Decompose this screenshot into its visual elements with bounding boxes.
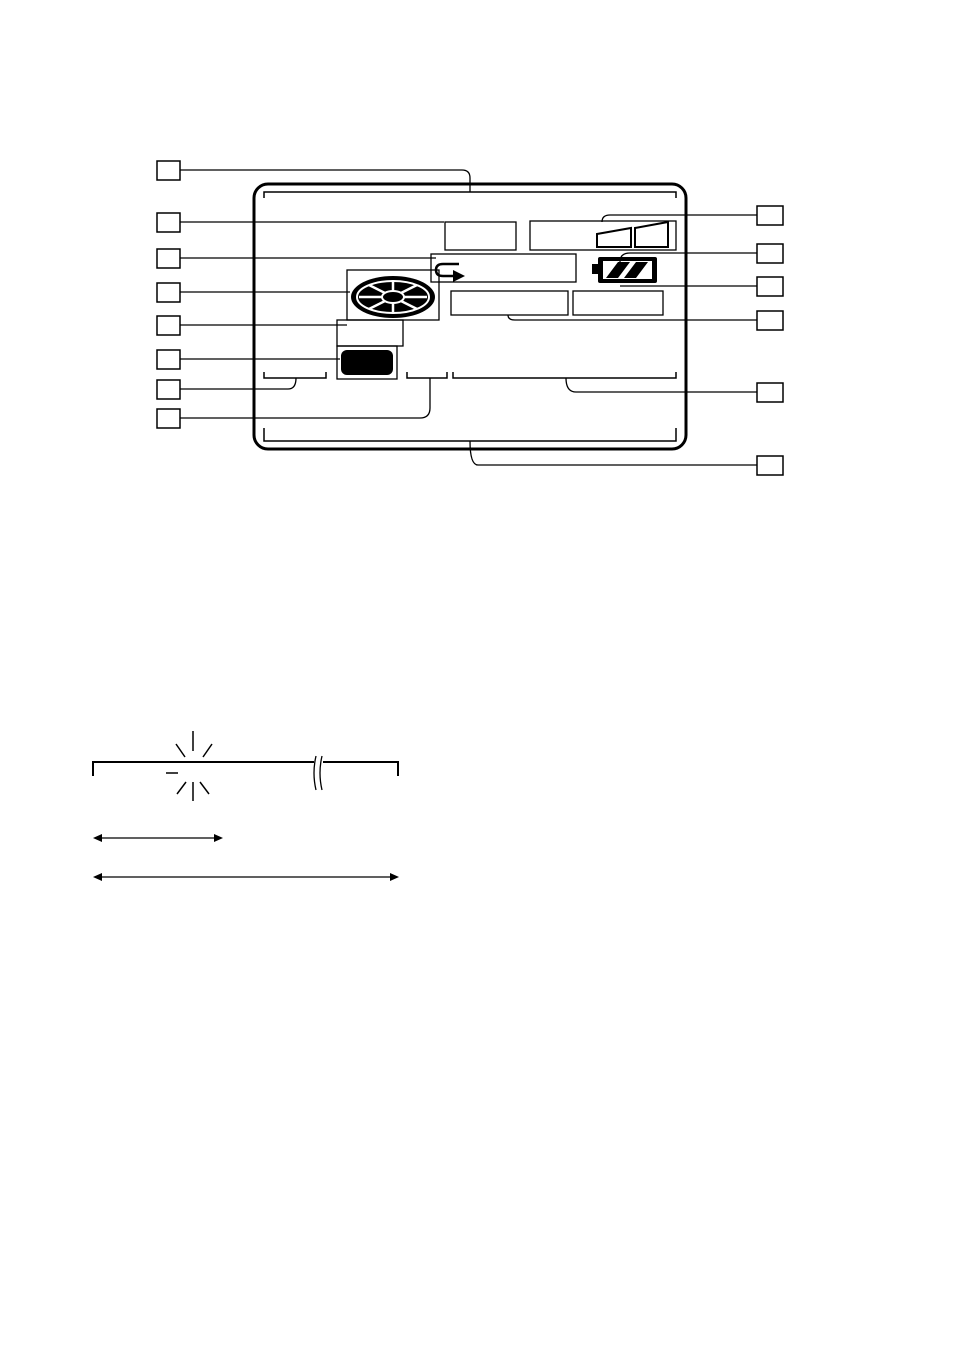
callouts-right <box>757 206 783 475</box>
callout-1 <box>157 161 180 180</box>
area-14-bracket <box>264 428 676 441</box>
area-8-bracket <box>407 372 447 378</box>
repeat-arrow-icon <box>436 264 465 282</box>
callout-14 <box>757 456 783 475</box>
callout-5 <box>157 316 180 335</box>
bar-break-mark <box>314 756 323 790</box>
callout-9 <box>757 206 783 225</box>
callout-6 <box>157 350 180 369</box>
callout-13 <box>757 383 783 402</box>
repeat-box <box>431 254 576 282</box>
leader-lines <box>180 170 757 465</box>
left-column-bracket <box>264 372 326 378</box>
lcd-frame <box>254 184 686 449</box>
callout-4 <box>157 283 180 302</box>
callout-7 <box>157 380 180 399</box>
callout-11 <box>757 277 783 296</box>
sparkle-blink-icon <box>166 731 212 801</box>
disc-icon <box>351 276 435 318</box>
callout-3 <box>157 249 180 268</box>
battery-icon <box>592 257 657 283</box>
callout-8 <box>157 409 180 428</box>
callout-12 <box>757 311 783 330</box>
track-bar-bracket <box>264 192 676 198</box>
rec-badge <box>341 350 393 375</box>
area-5-box <box>337 320 403 346</box>
area-11-box <box>573 291 663 315</box>
area-12-box <box>451 291 568 315</box>
area-2-box <box>445 222 516 250</box>
short-range-arrow <box>93 834 223 842</box>
callout-10 <box>757 244 783 263</box>
callouts-left <box>157 161 180 428</box>
volume-level-icon <box>597 222 668 247</box>
position-bar-bracket <box>93 762 398 776</box>
area-13-bracket <box>453 372 676 378</box>
callout-2 <box>157 213 180 232</box>
full-range-arrow <box>93 873 399 881</box>
